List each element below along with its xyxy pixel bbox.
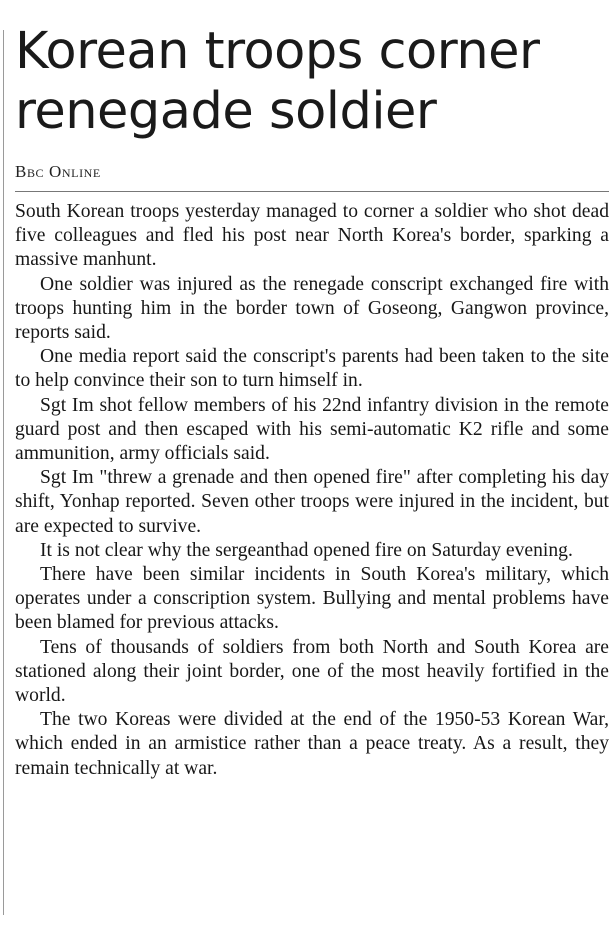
headline: Korean troops corner renegade soldier	[15, 22, 540, 141]
byline: Bbc Online	[15, 162, 609, 192]
paragraph: Sgt Im "threw a grenade and then opened fire" after completing his day shift, Yonhap reported. Seven other troops were injured in the incident, but are expected to survive.	[15, 467, 609, 537]
column-rule	[3, 30, 4, 915]
paragraph: One media report said the conscript's parents had been taken to the site to help convince their son to turn himself in.	[15, 346, 609, 392]
paragraph: It is not clear why the sergeanthad opened fire on Saturday evening.	[40, 539, 573, 561]
news-article	[15, 0, 609, 781]
paragraph: South Korean troops yesterday managed to corner a soldier who shot dead five colleagues and fled his post near North Korea's border, sparking a massive manhunt.	[15, 201, 609, 271]
paragraph: Sgt Im shot fellow members of his 22nd infantry division in the remote guard post and then escaped with his semi-automatic K2 rifle and some ammunition, army officials said.	[15, 394, 609, 465]
article-body	[15, 200, 609, 781]
paragraph: The two Koreas were divided at the end of the 1950-53 Korean War, which ended in an armistice rather than a peace treaty. As a result, they remain technically at war.	[15, 709, 609, 779]
paragraph: Tens of thousands of soldiers from both North and South Korea are stationed along their joint border, one of the most heavily fortified in the world.	[15, 636, 609, 707]
paragraph: There have been similar incidents in South Korea's military, which operates under a conscription system. Bullying and mental problems have been blamed for previous attacks.	[15, 564, 609, 634]
paragraph: One soldier was injured as the renegade conscript exchanged fire with troops hunting him in the border town of Goseong, Gangwon province, reports said.	[15, 273, 609, 344]
